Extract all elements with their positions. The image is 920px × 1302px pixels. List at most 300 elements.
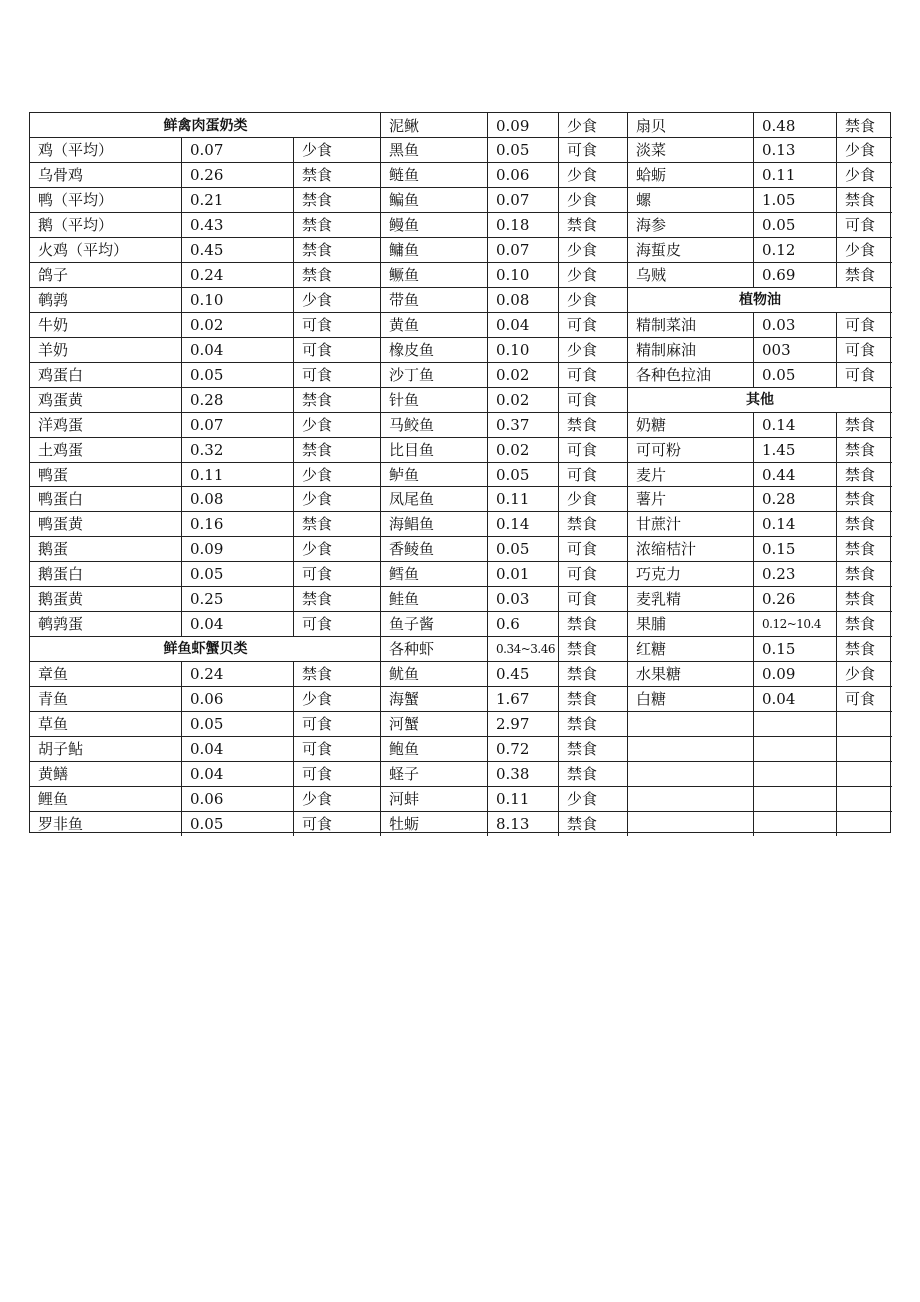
food-name: 麦乳精 [636, 590, 682, 609]
column-rule [487, 761, 488, 786]
column-rule [181, 587, 182, 612]
row-rule [30, 486, 381, 487]
column-rule [181, 163, 182, 188]
purine-value: 0.44 [762, 465, 796, 484]
food-name: 牡蛎 [389, 814, 420, 833]
column-rule [293, 138, 294, 163]
column-rule [487, 587, 488, 612]
column-rule [558, 811, 559, 836]
column-rule [487, 686, 488, 711]
column-rule [181, 312, 182, 337]
purine-value: 0.48 [762, 116, 796, 135]
food-name: 浓缩桔汁 [636, 540, 697, 559]
column-rule [181, 711, 182, 736]
diet-advice: 少食 [302, 689, 333, 708]
food-name: 鳜鱼 [389, 266, 420, 285]
column-rule [558, 387, 559, 412]
purine-value: 0.23 [762, 565, 796, 584]
purine-value: 0.11 [762, 166, 796, 185]
food-name: 黄鱼 [389, 315, 420, 334]
purine-value: 0.01 [496, 565, 530, 584]
food-name: 巧克力 [636, 565, 682, 584]
purine-value: 0.02 [496, 440, 530, 459]
purine-value: 0.11 [496, 789, 530, 808]
column-rule [558, 163, 559, 188]
row-rule [30, 736, 381, 737]
purine-value: 0.26 [762, 590, 796, 609]
diet-advice: 禁食 [567, 714, 598, 733]
column-rule [836, 661, 837, 686]
diet-advice: 可食 [302, 365, 333, 384]
purine-value: 0.10 [190, 291, 224, 309]
diet-advice: 可食 [845, 340, 876, 359]
column-rule [753, 337, 754, 362]
column-rule [836, 113, 837, 138]
column-rule [293, 362, 294, 387]
row-rule [30, 262, 381, 263]
column-rule [293, 512, 294, 537]
column-rule [487, 362, 488, 387]
column-rule [558, 537, 559, 562]
diet-advice: 少食 [567, 166, 598, 185]
column-rule [558, 238, 559, 263]
purine-value: 0.05 [762, 365, 796, 384]
column-rule [487, 113, 488, 138]
diet-advice: 禁食 [302, 440, 333, 459]
purine-value: 0.24 [190, 664, 224, 683]
row-rule [30, 137, 381, 138]
column-rule [558, 312, 559, 337]
food-name: 鹌鹑 [38, 291, 69, 309]
column-rule [487, 263, 488, 288]
row-rule [628, 811, 892, 812]
food-name: 洋鸡蛋 [38, 415, 84, 434]
row-rule [30, 686, 381, 687]
purine-value: 0.72 [496, 739, 530, 758]
diet-advice: 禁食 [845, 640, 876, 659]
food-name: 鸭蛋白 [38, 490, 84, 509]
diet-advice: 可食 [302, 714, 333, 733]
purine-value: 0.04 [496, 315, 530, 334]
column-rule [558, 288, 559, 313]
column-rule [181, 462, 182, 487]
food-name: 凤尾鱼 [389, 490, 435, 509]
food-name: 螺 [636, 191, 652, 210]
diet-advice: 可食 [567, 365, 598, 384]
food-name: 甘蔗汁 [636, 515, 682, 534]
food-name: 鸽子 [38, 266, 69, 285]
food-name: 鸭蛋黄 [38, 515, 84, 534]
food-name: 针鱼 [389, 390, 420, 409]
row-rule [628, 786, 892, 787]
row-rule [30, 661, 381, 662]
row-rule [381, 561, 628, 562]
food-name: 各种虾 [389, 640, 435, 659]
food-name: 可可粉 [636, 440, 682, 459]
column-rule [380, 113, 381, 836]
purine-value: 0.15 [762, 540, 796, 559]
food-name: 罗非鱼 [38, 814, 84, 833]
column-rule [753, 312, 754, 337]
column-rule [836, 686, 837, 711]
food-name: 鲈鱼 [389, 465, 420, 484]
column-rule [181, 512, 182, 537]
row-rule [30, 536, 381, 537]
column-rule [753, 736, 754, 761]
diet-advice: 禁食 [302, 664, 333, 683]
row-rule [30, 711, 381, 712]
row-rule [30, 237, 381, 238]
column-rule [487, 462, 488, 487]
purine-value: 0.25 [190, 590, 224, 609]
column-rule [558, 337, 559, 362]
purine-value: 0.18 [496, 216, 530, 235]
diet-advice: 可食 [567, 540, 598, 559]
purine-value: 8.13 [496, 814, 530, 833]
food-name: 鳊鱼 [389, 191, 420, 210]
column-rule [753, 612, 754, 637]
row-rule [381, 412, 628, 413]
food-name: 鸡蛋白 [38, 365, 84, 384]
row-rule [381, 187, 628, 188]
diet-advice: 禁食 [302, 241, 333, 260]
food-name: 河蟹 [389, 714, 420, 733]
purine-value: 0.08 [190, 490, 224, 509]
column-rule [836, 213, 837, 238]
row-rule [628, 486, 892, 487]
purine-content-table [29, 112, 891, 833]
row-rule [628, 462, 892, 463]
food-name: 精制麻油 [636, 340, 697, 359]
column-rule [558, 437, 559, 462]
purine-value: 0.24 [190, 266, 224, 285]
column-rule [836, 412, 837, 437]
purine-value: 0.26 [190, 166, 224, 185]
purine-value: 0.05 [762, 216, 796, 235]
column-rule [753, 761, 754, 786]
column-rule [181, 238, 182, 263]
food-name: 鸭（平均） [38, 191, 114, 210]
row-rule [381, 586, 628, 587]
column-rule [558, 462, 559, 487]
purine-value: 0.15 [762, 640, 796, 659]
column-rule [558, 562, 559, 587]
food-name: 胡子鲇 [38, 739, 84, 758]
diet-advice: 禁食 [845, 540, 876, 559]
column-rule [753, 686, 754, 711]
food-name: 牛奶 [38, 315, 69, 334]
food-name: 香鲮鱼 [389, 540, 435, 559]
food-name: 蛤蛎 [636, 166, 667, 185]
column-rule [487, 337, 488, 362]
purine-value: 0.06 [190, 689, 224, 708]
diet-advice: 禁食 [302, 166, 333, 185]
purine-value: 0.04 [190, 764, 224, 783]
food-name: 鹅（平均） [38, 216, 114, 235]
column-rule [836, 587, 837, 612]
food-name: 鹌鹑蛋 [38, 615, 84, 634]
diet-advice: 可食 [567, 465, 598, 484]
food-name: 鹅蛋白 [38, 565, 84, 584]
row-rule [381, 162, 628, 163]
purine-value: 0.38 [496, 764, 530, 783]
row-rule [381, 536, 628, 537]
column-rule [836, 711, 837, 736]
column-rule [753, 512, 754, 537]
row-rule [628, 711, 892, 712]
diet-advice: 可食 [845, 216, 876, 235]
diet-advice: 禁食 [302, 390, 333, 409]
food-name: 火鸡（平均） [38, 241, 129, 260]
diet-advice: 禁食 [845, 465, 876, 484]
column-rule [293, 188, 294, 213]
row-rule [30, 611, 381, 612]
section-title: 鲜禽肉蛋奶类 [163, 117, 248, 134]
column-rule [836, 138, 837, 163]
column-rule [558, 736, 559, 761]
row-rule [381, 137, 628, 138]
diet-advice: 禁食 [567, 640, 598, 659]
column-rule [753, 537, 754, 562]
row-rule [381, 511, 628, 512]
column-rule [836, 163, 837, 188]
row-rule [381, 636, 628, 637]
diet-advice: 可食 [567, 565, 598, 584]
purine-value: 0.10 [496, 266, 530, 285]
purine-value: 0.02 [496, 365, 530, 384]
column-rule [558, 612, 559, 637]
column-rule [487, 138, 488, 163]
food-name: 黑鱼 [389, 141, 420, 160]
column-rule [293, 711, 294, 736]
row-rule [628, 761, 892, 762]
diet-advice: 少食 [567, 490, 598, 509]
column-rule [293, 312, 294, 337]
row-rule [30, 212, 381, 213]
purine-value: 0.14 [762, 515, 796, 534]
diet-advice: 可食 [302, 565, 333, 584]
purine-value: 0.03 [496, 590, 530, 609]
diet-advice: 少食 [302, 540, 333, 559]
food-name: 羊奶 [38, 340, 69, 359]
diet-advice: 禁食 [845, 415, 876, 434]
row-rule [628, 412, 892, 413]
column-rule [293, 761, 294, 786]
purine-value: 1.67 [496, 689, 530, 708]
row-rule [30, 337, 381, 338]
purine-value: 0.05 [190, 565, 224, 584]
row-rule [628, 162, 892, 163]
row-rule [381, 312, 628, 313]
row-rule [628, 287, 892, 288]
column-rule [487, 213, 488, 238]
column-rule [487, 188, 488, 213]
food-name: 鹅蛋黄 [38, 590, 84, 609]
purine-value: 0.09 [190, 540, 224, 559]
column-rule [487, 487, 488, 512]
food-name: 海参 [636, 216, 667, 235]
diet-advice: 可食 [302, 315, 333, 334]
column-rule [293, 487, 294, 512]
column-rule [293, 288, 294, 313]
purine-value: 0.02 [496, 390, 530, 409]
section-title: 其他 [746, 391, 774, 408]
column-rule [836, 637, 837, 662]
row-rule [628, 536, 892, 537]
row-rule [381, 686, 628, 687]
column-rule [753, 362, 754, 387]
row-rule [628, 561, 892, 562]
column-rule [558, 412, 559, 437]
purine-value: 0.06 [190, 789, 224, 808]
row-rule [381, 761, 628, 762]
diet-advice: 少食 [845, 166, 876, 185]
purine-value: 0.32 [190, 440, 224, 459]
diet-advice: 少食 [845, 664, 876, 683]
row-rule [30, 511, 381, 512]
food-name: 鸭蛋 [38, 465, 69, 484]
column-rule [181, 138, 182, 163]
column-rule [627, 113, 628, 836]
column-rule [753, 487, 754, 512]
column-rule [293, 238, 294, 263]
food-name: 海蜇皮 [636, 241, 682, 260]
column-rule [836, 437, 837, 462]
column-rule [181, 537, 182, 562]
food-name: 蛏子 [389, 764, 420, 783]
column-rule [293, 437, 294, 462]
row-rule [381, 736, 628, 737]
diet-advice: 少食 [567, 191, 598, 210]
row-rule [30, 187, 381, 188]
purine-value: 003 [762, 340, 791, 359]
column-rule [293, 612, 294, 637]
column-rule [181, 786, 182, 811]
purine-value: 0.07 [190, 141, 224, 160]
row-rule [628, 337, 892, 338]
purine-value: 0.45 [190, 241, 224, 260]
column-rule [558, 587, 559, 612]
diet-advice: 少食 [567, 266, 598, 285]
purine-value: 0.45 [496, 664, 530, 683]
column-rule [558, 263, 559, 288]
row-rule [381, 486, 628, 487]
column-rule [293, 786, 294, 811]
row-rule [628, 686, 892, 687]
column-rule [293, 163, 294, 188]
purine-value: 0.05 [496, 465, 530, 484]
column-rule [558, 487, 559, 512]
column-rule [836, 811, 837, 836]
column-rule [181, 263, 182, 288]
food-name: 海鲳鱼 [389, 515, 435, 534]
column-rule [753, 188, 754, 213]
row-rule [628, 736, 892, 737]
food-name: 精制菜油 [636, 315, 697, 334]
food-name: 土鸡蛋 [38, 440, 84, 459]
column-rule [181, 686, 182, 711]
column-rule [181, 612, 182, 637]
column-rule [487, 412, 488, 437]
column-rule [181, 288, 182, 313]
purine-value: 0.6 [496, 615, 520, 634]
column-rule [836, 462, 837, 487]
food-name: 鲢鱼 [389, 166, 420, 185]
diet-advice: 可食 [845, 689, 876, 708]
row-rule [628, 237, 892, 238]
column-rule [181, 337, 182, 362]
column-rule [753, 238, 754, 263]
purine-value: 0.07 [496, 191, 530, 210]
row-rule [628, 611, 892, 612]
diet-advice: 少食 [567, 340, 598, 359]
purine-value: 0.04 [762, 689, 796, 708]
column-rule [753, 562, 754, 587]
column-rule [293, 661, 294, 686]
row-rule [628, 212, 892, 213]
column-rule [558, 637, 559, 662]
purine-value: 0.21 [190, 191, 224, 210]
purine-value: 0.10 [496, 340, 530, 359]
column-rule [558, 512, 559, 537]
column-rule [836, 238, 837, 263]
column-rule [836, 312, 837, 337]
row-rule [381, 237, 628, 238]
column-rule [487, 238, 488, 263]
row-rule [30, 312, 381, 313]
food-name: 扇贝 [636, 116, 667, 135]
row-rule [30, 586, 381, 587]
diet-advice: 可食 [302, 615, 333, 634]
diet-advice: 可食 [567, 390, 598, 409]
column-rule [836, 736, 837, 761]
food-name: 比目鱼 [389, 440, 435, 459]
diet-advice: 可食 [302, 739, 333, 758]
row-rule [30, 786, 381, 787]
column-rule [836, 487, 837, 512]
purine-value: 2.97 [496, 714, 530, 733]
column-rule [293, 337, 294, 362]
column-rule [753, 163, 754, 188]
food-name: 鲑鱼 [389, 590, 420, 609]
column-rule [836, 786, 837, 811]
column-rule [753, 412, 754, 437]
column-rule [558, 786, 559, 811]
diet-advice: 禁食 [845, 565, 876, 584]
purine-value: 0.12 [762, 241, 796, 260]
column-rule [558, 113, 559, 138]
column-rule [293, 686, 294, 711]
column-rule [753, 138, 754, 163]
column-rule [181, 487, 182, 512]
column-rule [836, 362, 837, 387]
diet-advice: 禁食 [302, 266, 333, 285]
row-rule [628, 437, 892, 438]
purine-value: 0.07 [496, 241, 530, 260]
column-rule [558, 661, 559, 686]
diet-advice: 禁食 [845, 590, 876, 609]
diet-advice: 可食 [567, 440, 598, 459]
diet-advice: 禁食 [302, 515, 333, 534]
diet-advice: 少食 [845, 241, 876, 260]
food-name: 麦片 [636, 465, 667, 484]
food-name: 淡菜 [636, 141, 667, 160]
purine-value: 0.37 [496, 415, 530, 434]
diet-advice: 少食 [302, 291, 333, 309]
diet-advice: 可食 [302, 814, 333, 833]
row-rule [381, 212, 628, 213]
food-name: 红糖 [636, 640, 667, 659]
